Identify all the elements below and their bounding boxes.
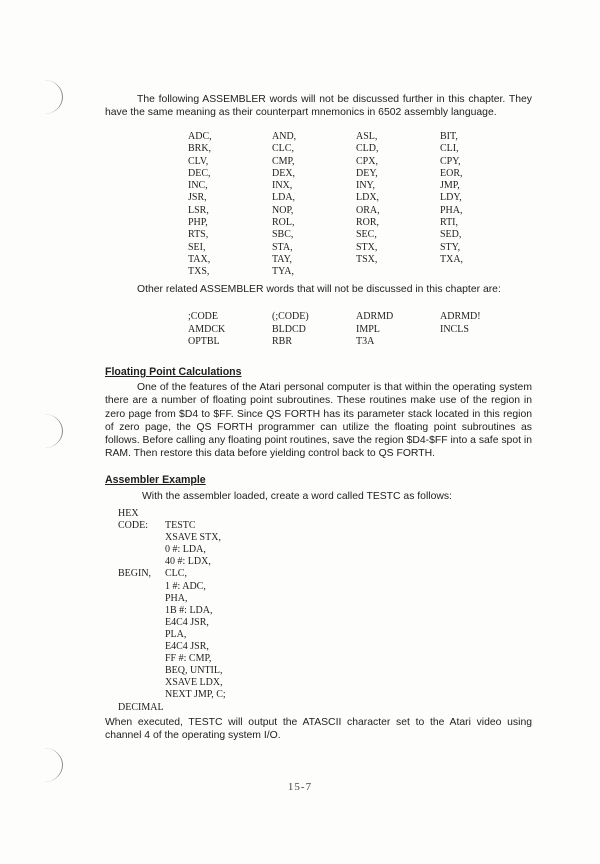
code-text: NEXT JMP, C;	[165, 689, 226, 701]
code-text: PLA,	[165, 628, 187, 640]
word-cell: CPY,	[440, 155, 461, 167]
word-cell: TYA,	[272, 266, 294, 278]
word-cell: CPX,	[356, 155, 378, 167]
word-cell: SED,	[440, 229, 462, 241]
code-line	[118, 508, 226, 520]
code-label	[118, 544, 165, 556]
code-line	[118, 605, 226, 617]
code-text: E4C4 JSR,	[165, 641, 209, 653]
code-line	[118, 581, 226, 593]
word-cell: RBR	[272, 336, 293, 348]
other-words-row	[188, 336, 524, 349]
word-cell: ROL,	[272, 217, 295, 229]
code-text: 40 #: LDX,	[165, 556, 211, 568]
mnemonic-row	[188, 217, 548, 229]
word-cell: CMP,	[272, 155, 295, 167]
other-words-table	[188, 311, 524, 349]
word-cell: STY,	[440, 241, 461, 253]
word-cell: BLDCD	[272, 323, 306, 335]
word-cell: DEY,	[356, 167, 378, 179]
word-cell: TXA,	[440, 253, 464, 265]
word-cell: INY,	[356, 180, 375, 192]
word-cell: CLC,	[272, 143, 294, 155]
word-cell: BIT,	[440, 131, 458, 142]
other-words-row	[188, 311, 524, 324]
code-label	[118, 677, 165, 689]
word-cell: ORA,	[356, 204, 380, 216]
code-line	[118, 568, 226, 580]
mnemonic-row	[188, 180, 548, 192]
word-cell: STX,	[356, 241, 378, 253]
word-cell: LDX,	[356, 192, 380, 204]
code-label: DECIMAL	[118, 701, 164, 713]
code-text: XSAVE LDX,	[165, 677, 223, 689]
code-line	[118, 689, 226, 701]
mnemonic-row	[188, 143, 548, 155]
word-cell: BRK,	[188, 143, 212, 155]
word-cell: AND,	[272, 131, 297, 142]
word-cell: RTS,	[188, 229, 209, 241]
binder-hole-mark-bottom	[32, 748, 63, 782]
word-cell: JMP,	[440, 180, 460, 192]
mnemonic-row	[188, 192, 548, 204]
code-line	[118, 641, 226, 653]
word-cell	[440, 336, 524, 349]
code-label	[118, 629, 165, 641]
code-line	[118, 520, 226, 532]
code-line	[118, 556, 226, 568]
word-cell: ROR,	[356, 217, 380, 229]
word-cell: EOR,	[440, 167, 463, 179]
word-cell: INCLS	[440, 323, 469, 335]
word-cell: SBC,	[272, 229, 294, 241]
code-label: CODE:	[118, 520, 148, 532]
code-label	[118, 665, 165, 677]
code-text: 1 #: ADC,	[165, 580, 206, 592]
page-number: 15-7	[287, 781, 313, 793]
code-text: PHA,	[165, 592, 188, 604]
other-words-paragraph: Other related ASSEMBLER words that will not be discussed in this chapter are:	[137, 284, 501, 295]
assembler-example-intro: With the assembler loaded, create a word called TESTC as follows:	[142, 491, 452, 502]
word-cell: CLD,	[356, 143, 379, 155]
code-label: HEX	[118, 508, 139, 519]
word-cell: TAX,	[188, 253, 211, 265]
word-cell: ADRMD!	[440, 311, 481, 322]
word-cell: T3A	[356, 336, 375, 348]
intro-paragraph: The following ASSEMBLER words will not be discussed further in this chapter. They have the same meaning as their counterpart mnemonics in 6502 assembly language.	[105, 94, 532, 119]
code-line	[118, 544, 226, 556]
word-cell	[440, 266, 524, 278]
mnemonic-row	[188, 205, 548, 217]
word-cell: LSR,	[188, 204, 209, 216]
mnemonic-row	[188, 156, 548, 168]
word-cell: PHA,	[440, 204, 463, 216]
code-label	[118, 605, 165, 617]
code-line	[118, 677, 226, 689]
code-line	[118, 532, 226, 544]
code-label: BEGIN,	[118, 568, 152, 580]
code-text: 1B #: LDA,	[165, 604, 213, 616]
code-text: 0 #: LDA,	[165, 544, 206, 556]
code-label	[118, 689, 165, 701]
code-listing	[118, 508, 226, 714]
word-cell: (;CODE)	[272, 311, 309, 322]
floating-point-paragraph: One of the features of the Atari personal computer is that within the operating system there are a number of floating point subroutines. These routines make use of the region in zero page from $D4 to $FF. Since QS FORTH has its parameter stack located in this region of zero page, the QS FORTH programmer can utilize the floating point subroutines as follows. Before calling any floating point routines, save the region $D4-$FF into a safe spot in RAM. Then restore this data before yielding control back to QS FORTH.	[105, 382, 532, 460]
word-cell: TXS,	[188, 266, 210, 278]
word-cell: DEC,	[188, 167, 211, 179]
assembler-example-heading: Assembler Example	[105, 474, 206, 486]
mnemonic-row	[188, 229, 548, 241]
word-cell: IMPL	[356, 323, 380, 335]
code-label	[118, 593, 165, 605]
word-cell: INX,	[272, 180, 293, 192]
code-label	[118, 641, 165, 653]
word-cell: INC,	[188, 180, 208, 192]
word-cell: ADRMD	[356, 311, 394, 322]
mnemonic-row	[188, 254, 548, 266]
closing-paragraph: When executed, TESTC will output the ATASCII character set to the Atari video using channel 4 of the operating system I/O.	[105, 717, 532, 742]
word-cell: TAY,	[272, 253, 293, 265]
code-label	[118, 617, 165, 629]
mnemonic-row	[188, 266, 548, 278]
word-cell: CLV,	[188, 155, 209, 167]
mnemonic-row	[188, 168, 548, 180]
code-line	[118, 629, 226, 641]
word-cell: SEI,	[188, 241, 206, 253]
binder-hole-mark-top	[32, 80, 63, 114]
mnemonic-row	[188, 131, 548, 143]
code-text: E4C4 JSR,	[165, 616, 209, 628]
mnemonic-table	[188, 131, 548, 279]
word-cell	[356, 266, 440, 278]
word-cell: LDA,	[272, 192, 296, 204]
code-text: TESTC	[165, 520, 196, 532]
floating-point-heading: Floating Point Calculations	[105, 366, 242, 378]
word-cell: DEX,	[272, 167, 296, 179]
word-cell: NOP,	[272, 204, 294, 216]
word-cell: STA,	[272, 241, 293, 253]
word-cell: LDY,	[440, 192, 462, 204]
code-text: XSAVE STX,	[165, 532, 221, 544]
word-cell: CLI,	[440, 143, 459, 155]
word-cell: ;CODE	[188, 311, 218, 322]
word-cell: OPTBL	[188, 336, 220, 348]
code-text: CLC,	[165, 568, 187, 580]
word-cell: ASL,	[356, 131, 378, 142]
code-line	[118, 653, 226, 665]
binder-hole-mark-middle	[32, 414, 63, 448]
mnemonic-row	[188, 242, 548, 254]
word-cell: PHP,	[188, 217, 208, 229]
word-cell: ADC,	[188, 131, 212, 142]
other-words-row	[188, 324, 524, 337]
word-cell: TSX,	[356, 253, 378, 265]
code-line	[118, 702, 226, 714]
word-cell: JSR,	[188, 192, 207, 204]
code-label	[118, 653, 165, 665]
word-cell: SEC,	[356, 229, 377, 241]
code-line	[118, 617, 226, 629]
code-text: FF #: CMP,	[165, 653, 212, 665]
code-text: BEQ, UNTIL,	[165, 665, 223, 677]
code-line	[118, 665, 226, 677]
word-cell: RTI,	[440, 217, 459, 229]
word-cell: AMDCK	[188, 323, 226, 335]
code-label	[118, 581, 165, 593]
code-label	[118, 556, 165, 568]
code-label	[118, 532, 165, 544]
code-line	[118, 593, 226, 605]
